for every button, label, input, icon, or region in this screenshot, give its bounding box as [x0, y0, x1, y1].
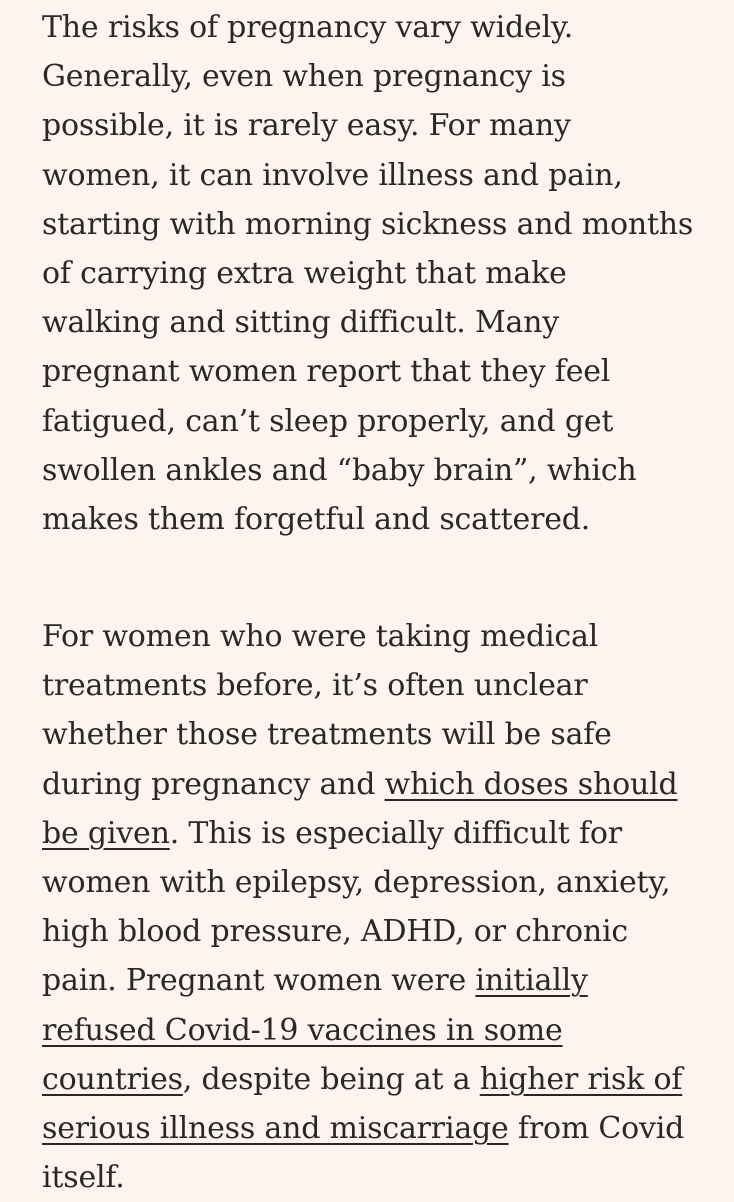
- paragraph-text-segment: , despite being at a: [182, 1061, 480, 1097]
- paragraph-medical-treatments: [42, 612, 694, 1202]
- paragraph-pregnancy-risks: The risks of pregnancy vary widely. Generally, even when pregnancy is possible, it is rarely easy. For many women, it can involve illness and pain, starting with morning sickness and months of carrying extra weight that make walking and sitting difficult. Many pregnant women report that they feel fatigued, can’t sleep properly, and get swollen ankles and “baby brain”, which makes them forgetful and scattered.: [42, 10, 694, 538]
- link-higher-risk[interactable]: higher risk of serious illness and miscarriage: [42, 1061, 683, 1147]
- link-refused-vaccines[interactable]: initially refused Covid-19 vaccines in some countries: [42, 963, 588, 1097]
- paragraph-text-segment: from Covid itself.: [42, 1111, 685, 1196]
- paragraph-text-segment: For women who were taking medical treatments before, it’s often unclear whether those treatments will be safe during pregnancy and: [42, 619, 612, 802]
- link-which-doses[interactable]: which doses should be given: [42, 766, 678, 851]
- paragraph-text-segment: . This is especially difficult for women with epilepsy, depression, anxiety, high blood pressure, ADHD, or chronic pain. Pregnant women were: [42, 815, 671, 999]
